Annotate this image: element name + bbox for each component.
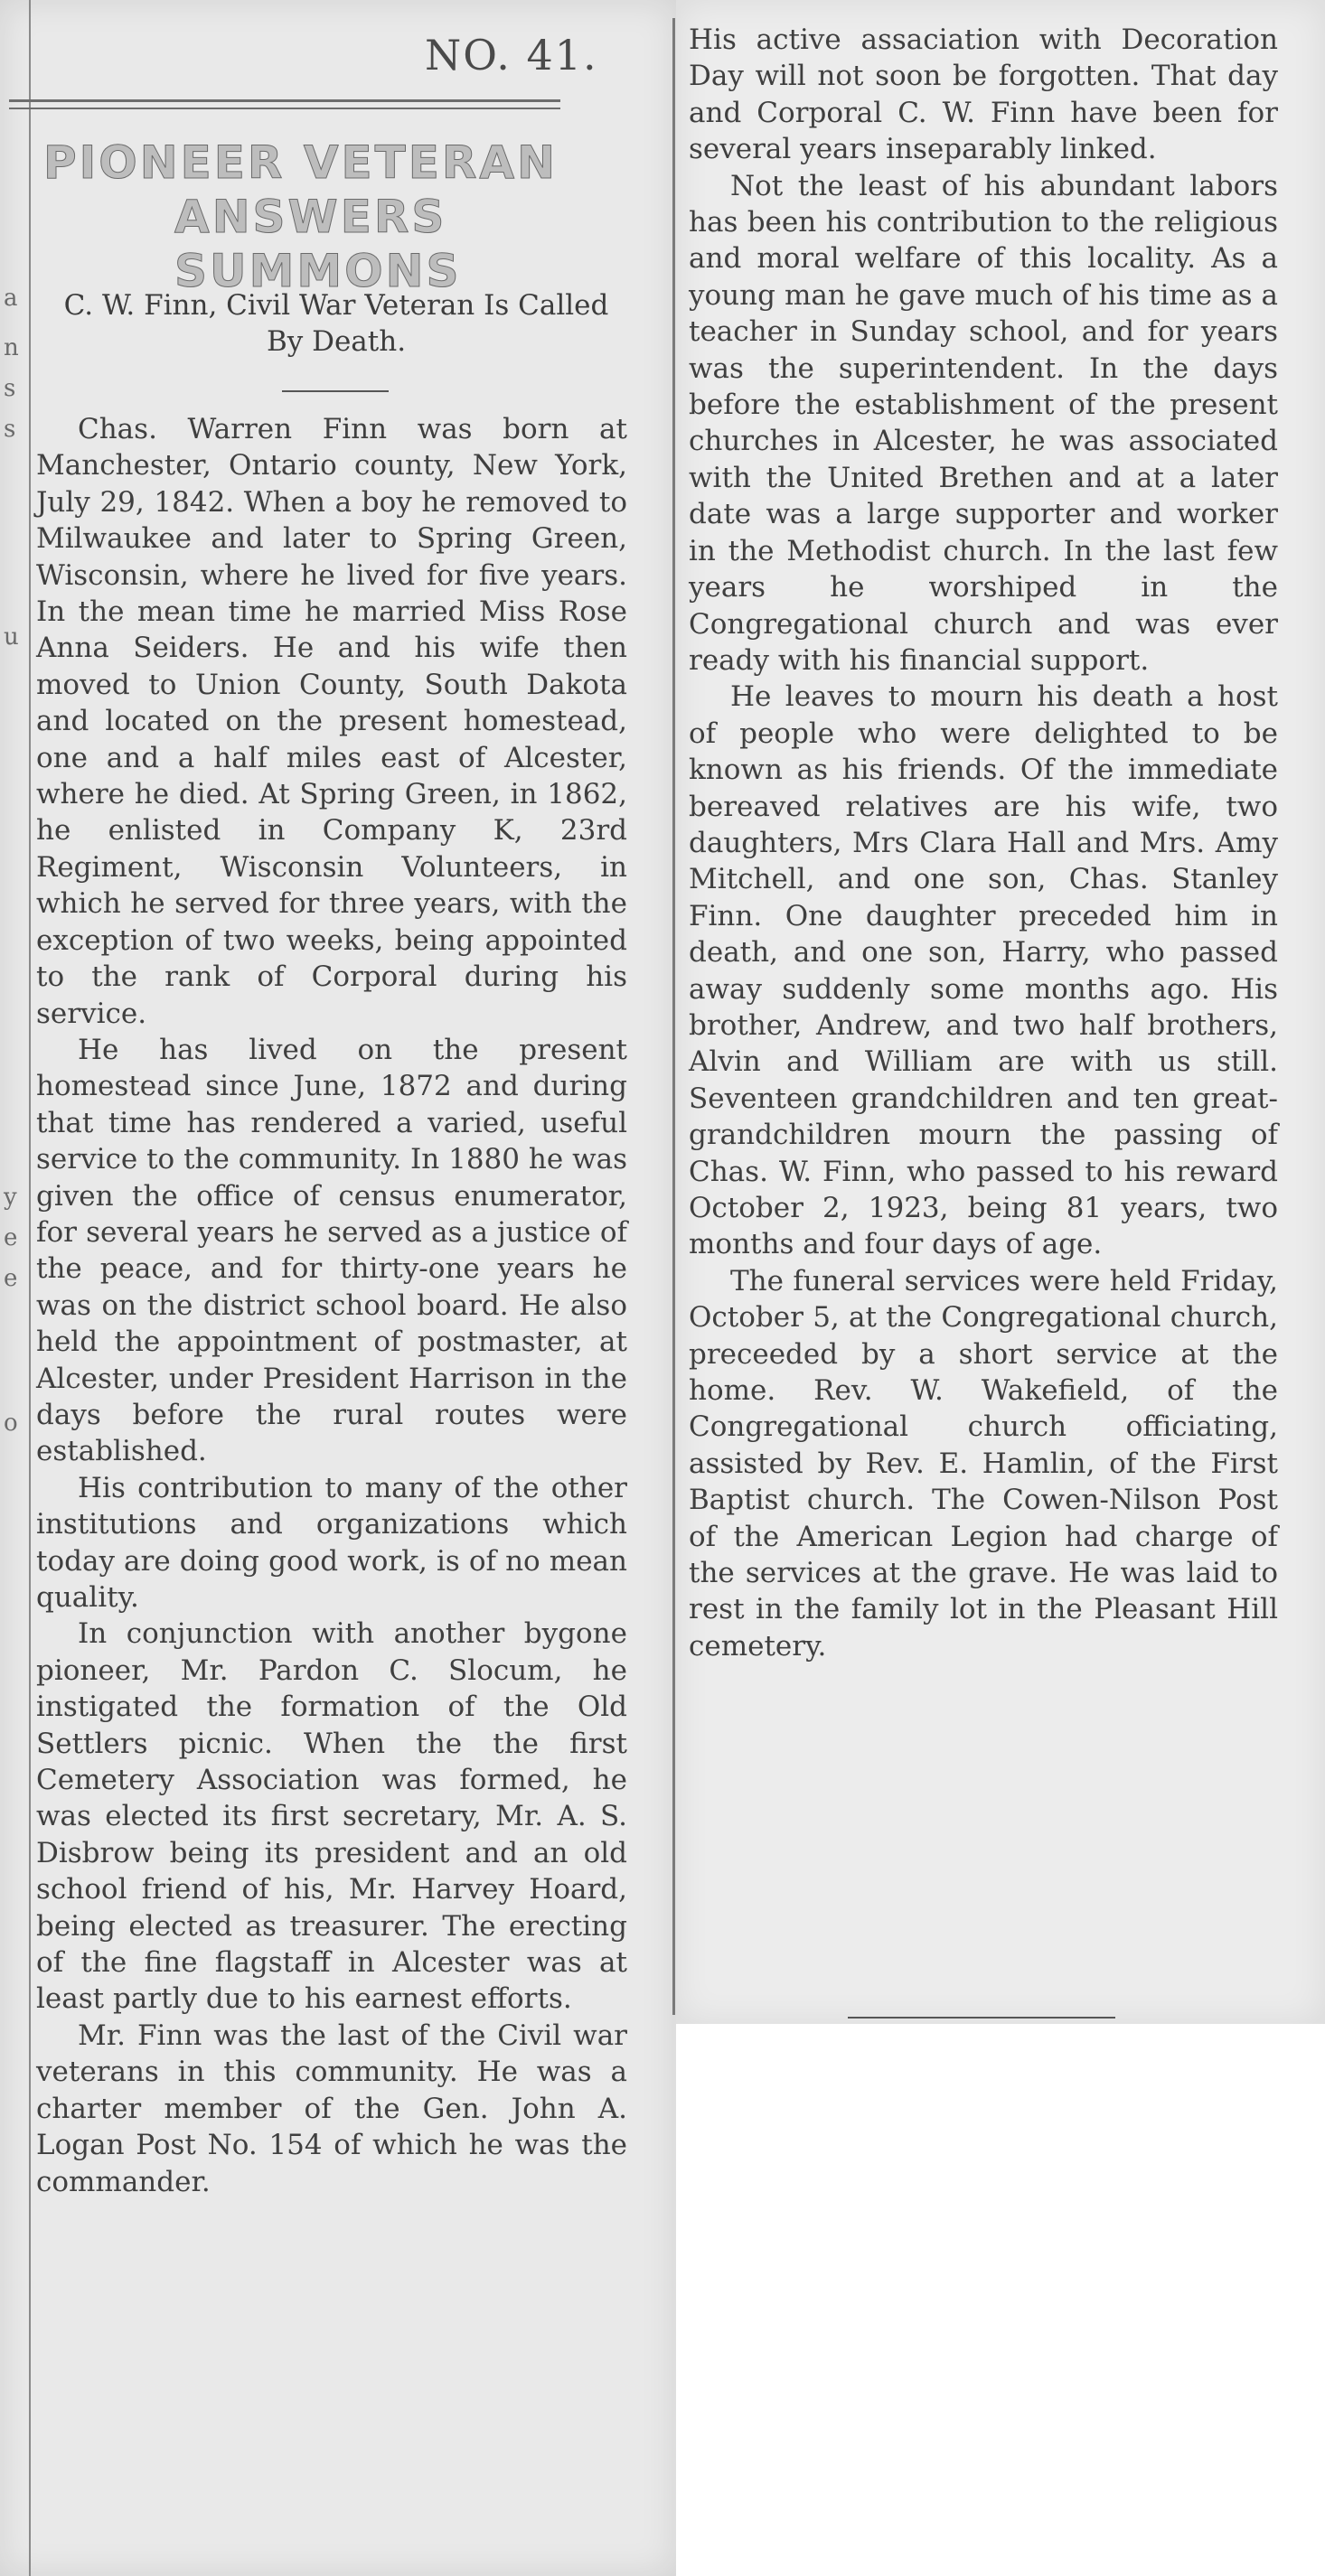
paragraph: Not the least of his abundant labors has been his contribution to the religious and moral welfare of this locality. As a young man he gave much of his time as a teacher in Sunday school, and for years was the superintendent. In the days before the establishment of the present churches in Alcester, he was associated with the United Brethen and at a later date was a large supporter and worker in the Methodist church. In the last few years he worshiped in the Congregational church and was ever ready with his financial support. [689, 169, 1278, 677]
paragraph: He has lived on the present homestead since June, 1872 and during that time has rendered a varied, useful service to the community. In 1880 he was given the office of census enumerator, for several years he served as a justice of the peace, and for thirty-one years he was on the district school board. He also held the appointment of postmaster, at Alcester, under President Harrison in the days before the rural routes were established. [36, 1033, 627, 1468]
margin-letter: n [4, 334, 19, 361]
paragraph-continuation: His active assaciation with Decoration Day will not soon be forgotten. That day and Corporal C. W. Finn have been for several years inseparably linked. [689, 23, 1278, 166]
subhead: C. W. Finn, Civil War Veteran Is Called By Death. [63, 289, 609, 358]
paragraph: Mr. Finn was the last of the Civil war veterans in this community. He was a charter member of the Gen. John A. Logan Post No. 154 of which he was the commander. [36, 2019, 627, 2198]
column-rule [672, 18, 675, 2015]
margin-letter: o [4, 1410, 18, 1437]
headline [43, 136, 640, 298]
issue-number: NO. 41. [425, 31, 598, 80]
paragraph: He leaves to mourn his death a host of people who were delighted to be known as his friends. Of the immediate bereaved relatives are his wife, two daughters, Mrs Clara Hall and Mrs. Amy Mitchell, and one son, Chas. Stanley Finn. One daughter preceded him in death, and one son, Harry, who passed away suddenly some months ago. His brother, Andrew, and two half brothers, Alvin and William are with us still. Seventeen grandchildren and ten great-grandchildren mourn the passing of Chas. W. Finn, who passed to his reward October 2, 1923, being 81 years, two months and four days of age. [689, 680, 1278, 1261]
margin-letter: u [4, 623, 19, 651]
paragraph: In conjunction with another bygone pioneer, Mr. Pardon C. Slocum, he instigated the formation of the Old Settlers picnic. When the the first Cemetery Association was formed, he was elected its first secretary, Mr. A. S. Disbrow being its president and an old school friend of his, Mr. Harvey Hoard, being elected as treasurer. The erecting of the fine flagstaff in Alcester was at least partly due to his earnest efforts. [36, 1617, 627, 2016]
right-article-column [689, 22, 1278, 1664]
adjacent-column-fragment [0, 0, 31, 2576]
paragraph: The funeral services were held Friday, October 5, at the Congregational church, preceeded by a short service at the home. Rev. W. Wakefield, of the Congregational church officiating, assisted by Rev. E. Hamlin, of the First Baptist church. The Cowen-Nilson Post of the American Legion had charge of the services at the grave. He was laid to rest in the family lot in the Pleasant Hill cemetery. [689, 1264, 1278, 1663]
margin-letter: e [4, 1265, 18, 1292]
margin-letter: s [4, 416, 16, 443]
margin-letter: y [4, 1184, 17, 1211]
left-article-column [36, 411, 627, 2200]
margin-letter: a [4, 285, 18, 312]
header-rule [9, 99, 560, 109]
margin-letter: s [4, 375, 16, 402]
paragraph: Chas. Warren Finn was born at Manchester, Ontario county, New York, July 29, 1842. When a boy he removed to Milwaukee and later to Spring Green, Wisconsin, where he lived for five years. In the mean time he married Miss Rose Anna Seiders. He and his wife then moved to Union County, South Dakota and located on the present homestead, one and a half miles east of Alcester, where he died. At Spring Green, in 1862, he enlisted in Company K, 23rd Regiment, Wisconsin Volunteers, in which he served for three years, with the exception of two weeks, being appointed to the rank of Corporal during his service. [36, 413, 627, 1030]
headline-line-1: PIONEER VETERAN [43, 136, 558, 189]
subhead-rule [282, 390, 389, 392]
paragraph: His contribution to many of the other institutions and organizations which today are doing good work, is of no mean quality. [36, 1471, 627, 1614]
end-rule [848, 2017, 1115, 2019]
headline-line-2: ANSWERS SUMMONS [174, 191, 462, 297]
margin-letter: e [4, 1224, 18, 1251]
